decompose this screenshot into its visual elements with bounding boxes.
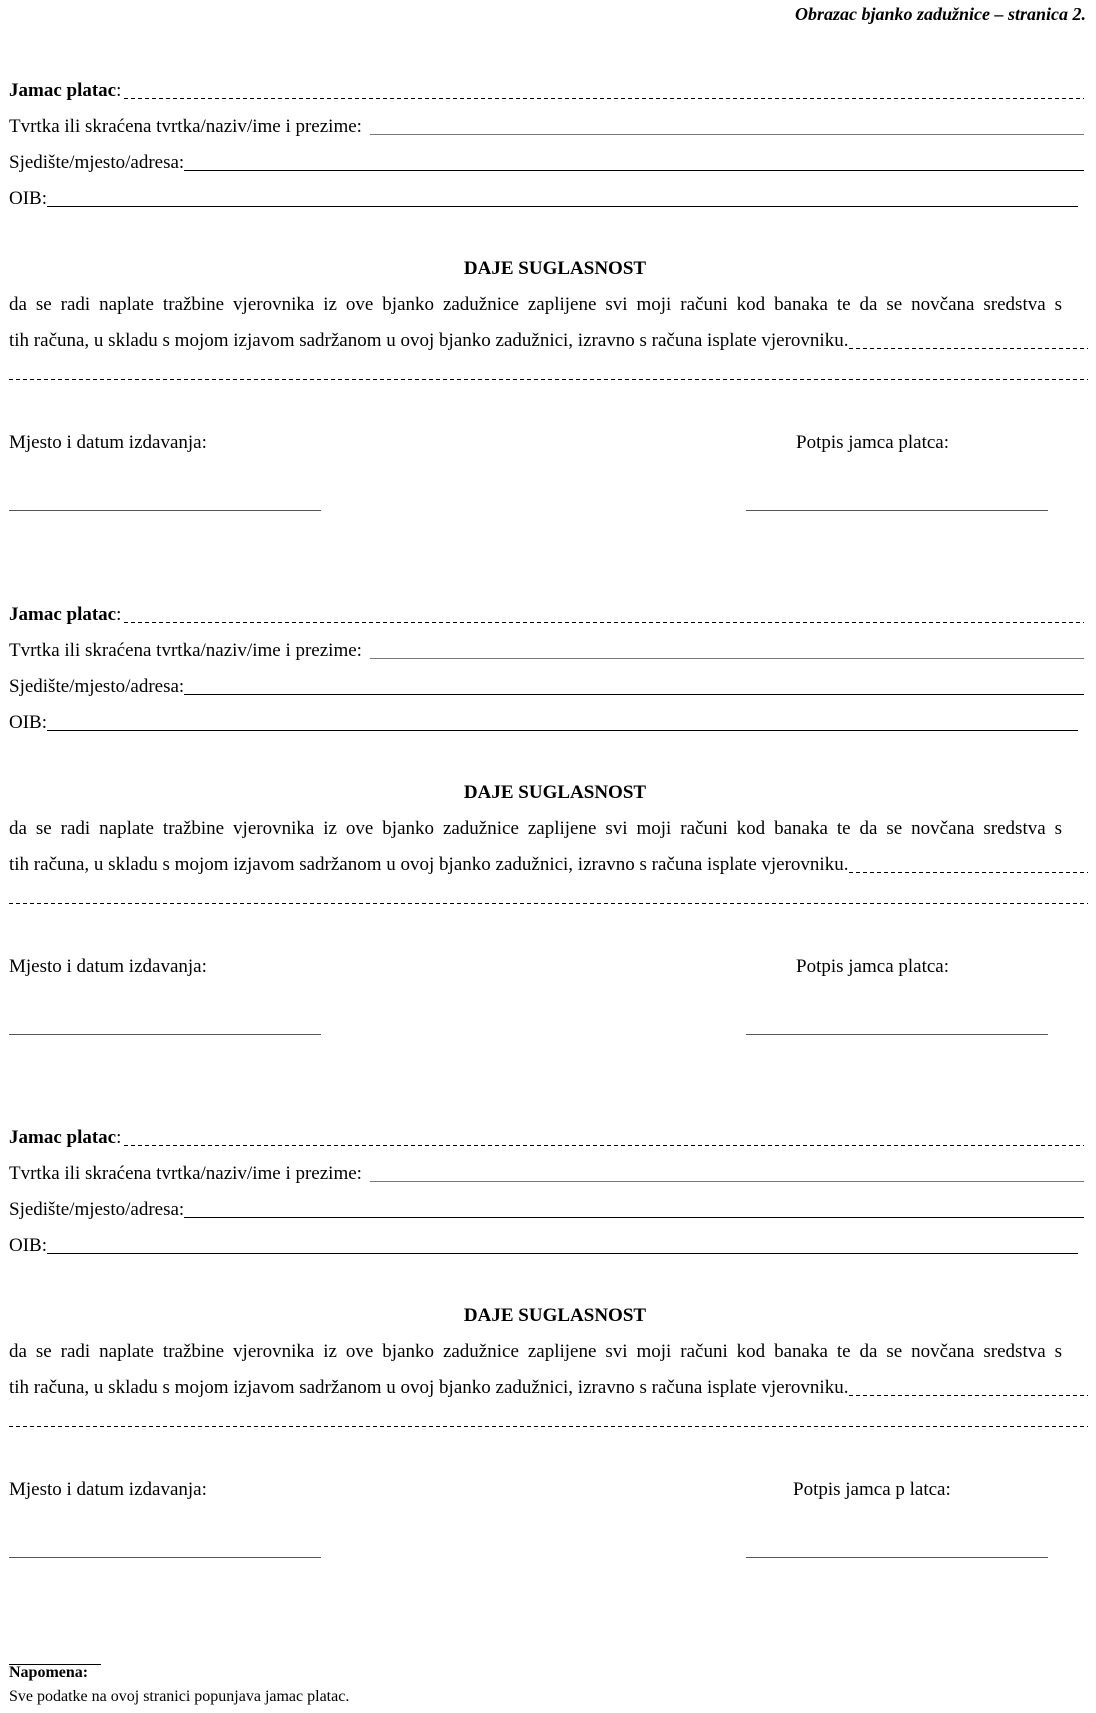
signature-field[interactable]: [746, 1557, 1048, 1558]
consent-line-2-row: [9, 850, 1088, 880]
note-title: Napomena:: [9, 1664, 89, 1681]
page-header: Obrazac bjanko zadužnice – stranica 2.: [794, 4, 1086, 24]
company-label: Tvrtka ili skraćena tvrtka/naziv/ime i prezime:: [9, 116, 362, 137]
company-row: [9, 112, 1084, 142]
address-row: [9, 672, 1084, 702]
place-date-label: Mjesto i datum izdavanja:: [9, 432, 207, 453]
colon: :: [116, 80, 122, 101]
consent-dash-fill: [849, 1395, 1088, 1396]
place-date-label: Mjesto i datum izdavanja:: [9, 956, 207, 977]
company-label: Tvrtka ili skraćena tvrtka/naziv/ime i prezime:: [9, 640, 362, 661]
company-field[interactable]: [370, 1181, 1084, 1182]
consent-title: DAJE SUGLASNOST: [463, 782, 647, 803]
company-label: Tvrtka ili skraćena tvrtka/naziv/ime i prezime:: [9, 1163, 362, 1184]
consent-line-1: da se radi naplate tražbine vjerovnika iz ove bjanko zadužnice zaplijene svi moji računi kod banaka te da se novčana sredstva s: [9, 1341, 1062, 1362]
colon: :: [116, 604, 122, 625]
consent-line-2: tih računa, u skladu s mojom izjavom sadržanom u ovoj bjanko zadužnici, izravno s računa isplate vjerovniku.: [9, 1377, 849, 1398]
guarantor-label: Jamac platac: [9, 1127, 117, 1148]
oib-field[interactable]: [47, 206, 1078, 207]
oib-row: [9, 1231, 1078, 1261]
company-field[interactable]: [370, 658, 1084, 659]
guarantor-dash-fill: [124, 1145, 1084, 1146]
consent-line-2-row: [9, 1373, 1088, 1403]
oib-field[interactable]: [47, 1253, 1078, 1254]
company-field[interactable]: [370, 134, 1084, 135]
oib-row: [9, 184, 1078, 214]
signature-label: Potpis jamca p latca:: [793, 1479, 951, 1500]
signature-label: Potpis jamca platca:: [796, 432, 950, 453]
guarantor-row: [9, 76, 1084, 106]
consent-line-2: tih računa, u skladu s mojom izjavom sadržanom u ovoj bjanko zadužnici, izravno s računa isplate vjerovniku.: [9, 330, 849, 351]
oib-label: OIB:: [9, 1235, 47, 1256]
consent-dash-fill: [849, 348, 1088, 349]
place-date-field[interactable]: [9, 510, 321, 511]
oib-label: OIB:: [9, 712, 47, 733]
dash-separator: [9, 903, 1088, 904]
oib-label: OIB:: [9, 188, 47, 209]
signature-label: Potpis jamca platca:: [796, 956, 950, 977]
address-field[interactable]: [184, 694, 1084, 695]
guarantor-row: [9, 600, 1084, 630]
signature-field[interactable]: [746, 510, 1048, 511]
consent-line-1: da se radi naplate tražbine vjerovnika iz ove bjanko zadužnice zaplijene svi moji računi kod banaka te da se novčana sredstva s: [9, 294, 1062, 315]
consent-line-2-row: [9, 326, 1088, 356]
address-field[interactable]: [184, 1217, 1084, 1218]
oib-row: [9, 708, 1078, 738]
address-label: Sjedište/mjesto/adresa:: [9, 676, 185, 697]
guarantor-label: Jamac platac: [9, 604, 117, 625]
guarantor-row: [9, 1123, 1084, 1153]
consent-line-1: da se radi naplate tražbine vjerovnika iz ove bjanko zadužnice zaplijene svi moji računi kod banaka te da se novčana sredstva s: [9, 818, 1062, 839]
signature-field[interactable]: [746, 1034, 1048, 1035]
dash-separator: [9, 1426, 1088, 1427]
guarantor-dash-fill: [124, 98, 1084, 99]
guarantor-label: Jamac platac: [9, 80, 117, 101]
consent-title: DAJE SUGLASNOST: [463, 258, 647, 279]
place-date-field[interactable]: [9, 1034, 321, 1035]
consent-dash-fill: [849, 872, 1088, 873]
colon: :: [116, 1127, 122, 1148]
address-row: [9, 1195, 1084, 1225]
oib-field[interactable]: [47, 730, 1078, 731]
guarantor-dash-fill: [124, 622, 1084, 623]
place-date-label: Mjesto i datum izdavanja:: [9, 1479, 207, 1500]
dash-separator: [9, 379, 1088, 380]
consent-line-2: tih računa, u skladu s mojom izjavom sadržanom u ovoj bjanko zadužnici, izravno s računa isplate vjerovniku.: [9, 854, 849, 875]
address-field[interactable]: [184, 170, 1084, 171]
address-row: [9, 148, 1084, 178]
address-label: Sjedište/mjesto/adresa:: [9, 152, 185, 173]
address-label: Sjedište/mjesto/adresa:: [9, 1199, 185, 1220]
note-text: Sve podatke na ovoj stranici popunjava jamac platac.: [9, 1688, 350, 1705]
place-date-field[interactable]: [9, 1557, 321, 1558]
consent-title: DAJE SUGLASNOST: [463, 1305, 647, 1326]
company-row: [9, 636, 1084, 666]
company-row: [9, 1159, 1084, 1189]
